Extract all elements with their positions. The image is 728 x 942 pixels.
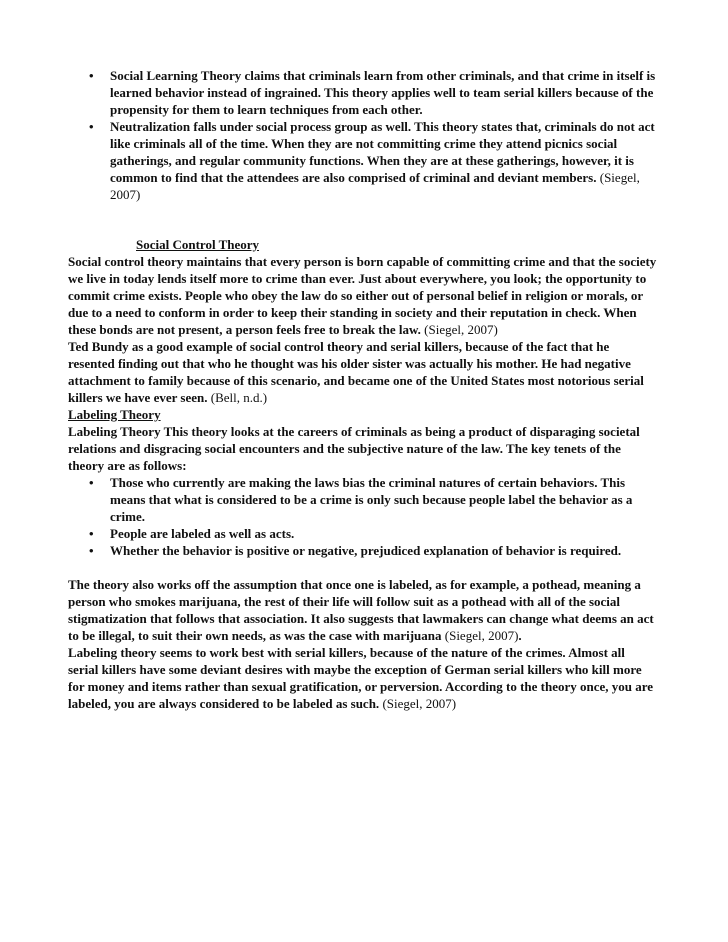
labeling-intro: Labeling Theory This theory looks at the careers of criminals as being a product of disparaging societal relations and disgracing social encounters and the subjective nature of the law. The key tenets of the theory are as follows:	[68, 424, 640, 473]
labeling-heading: Labeling Theory	[68, 407, 161, 422]
assumption-paragraph: The theory also works off the assumption that once one is labeled, as for example, a pothead, meaning a person who smokes marijuana, the rest of their life will follow suit as a pothead with all of the social stigmatization that follows that association. It also suggests that lawmakers can change what deems an act to be illegal, to suit their own needs, as was the case with marijuana (Siegel, 2007).	[68, 577, 654, 643]
social-control-heading: Social Control Theory	[136, 237, 260, 252]
list-item: • People are labeled as well as acts.	[110, 525, 658, 542]
theory-bullet-list	[68, 67, 658, 203]
document-body	[68, 67, 658, 712]
serial-killers-paragraph: Labeling theory seems to work best with serial killers, because of the nature of the crimes. Almost all serial killers have some deviant desires with maybe the exception of German serial killers who kill more for money and items rather than sexual gratification, or perversion. According to the theory once, you are labeled, you are always considered to be labeled as such. (Siegel, 2007)	[68, 645, 654, 711]
list-item: • Whether the behavior is positive or negative, prejudiced explanation of behavior is required.	[110, 542, 658, 559]
list-item: • Those who currently are making the laws bias the criminal natures of certain behaviors. This means that what is considered to be a crime is only such because people label the behavior as a crime.	[110, 474, 658, 525]
list-item: • Social Learning Theory claims that criminals learn from other criminals, and that crime in itself is learned behavior instead of ingrained. This theory applies well to team serial killers because of the propensity for them to learn techniques from each other.	[110, 67, 658, 118]
social-control-paragraph: Social control theory maintains that every person is born capable of committing crime and that the society we live in today lends itself more to crime than ever. Just about everywhere, you look; the opportunity to commit crime exists. People who obey the law do so either out of personal belief in religion or morals, or due to a need to conform in order to keep their standing in society and their reputation in check. When these bonds are not present, a person feels free to break the law. (Siegel, 2007)	[68, 254, 657, 337]
list-item: • Neutralization falls under social process group as well. This theory states that, criminals do not act like criminals all of the time. When they are not committing crime they attend picnics social gatherings, and regular community functions. When they are at these gatherings, however, it is common to find that the attendees are also comprised of criminal and deviant members. (Siegel, 2007)	[110, 118, 658, 203]
labeling-tenets-list	[68, 474, 658, 559]
ted-bundy-paragraph: Ted Bundy as a good example of social control theory and serial killers, because of the fact that he resented finding out that who he thought was his older sister was actually his mother. He had negative attachment to family because of this scenario, and became one of the United States most notorious serial killers we have ever seen. (Bell, n.d.)	[68, 339, 644, 405]
